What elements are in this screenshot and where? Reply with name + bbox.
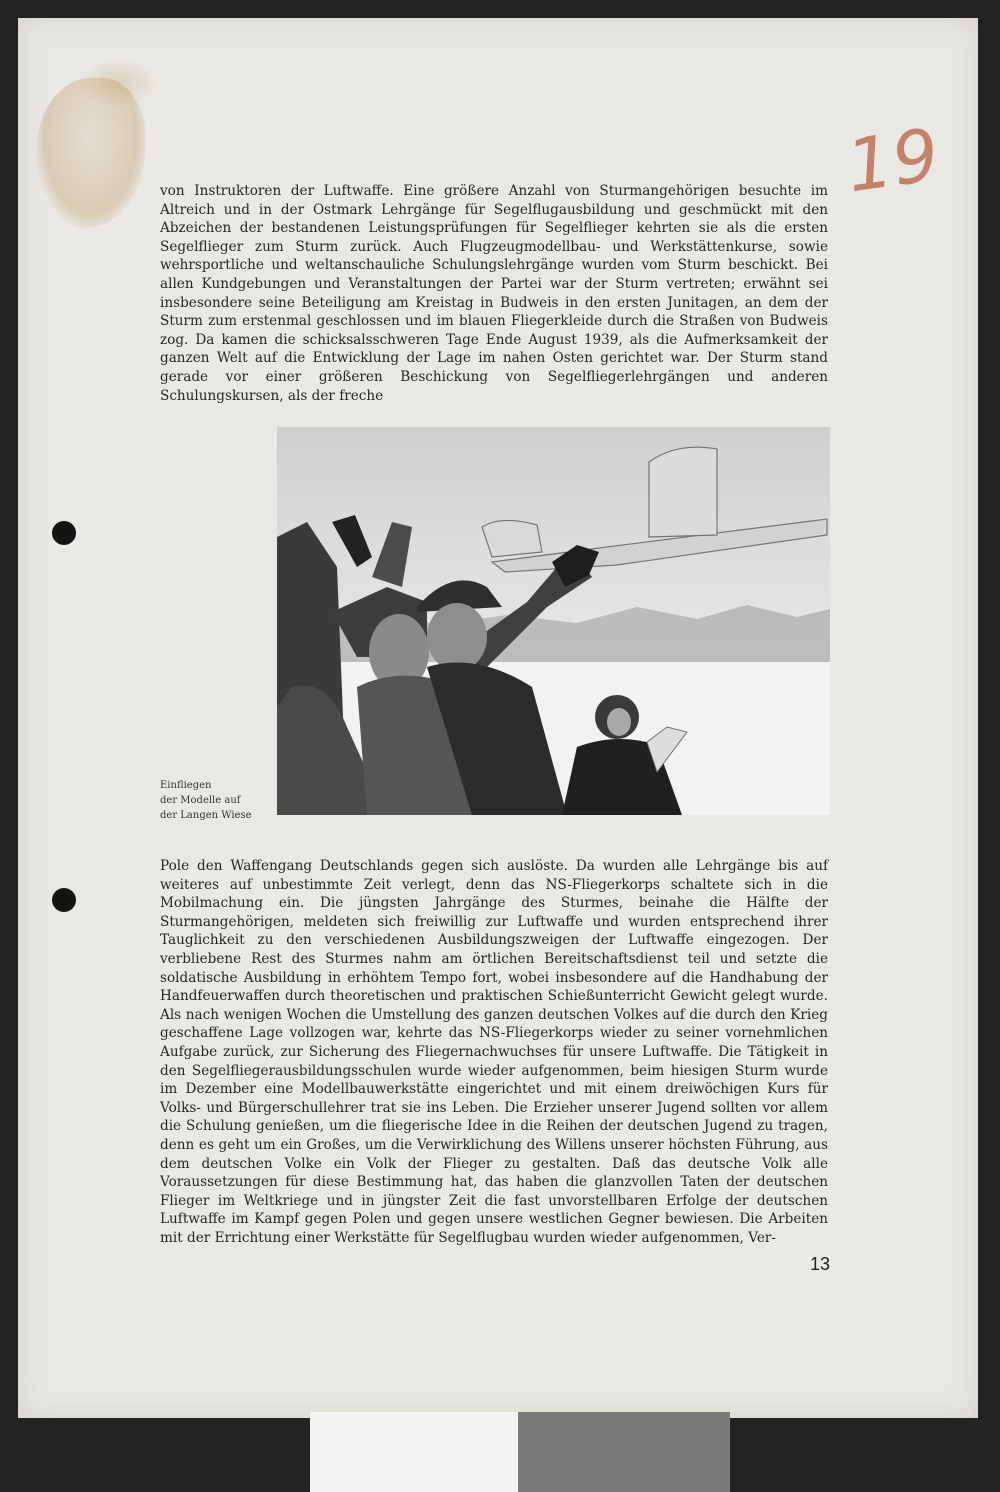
paragraph-bottom: Pole den Waffengang Deutschlands gegen sich auslöste. Da wurden alle Lehrgänge bis auf weiteres auf unbestimmte Zeit verlegt, denn das NS-Fliegerkorps schaltete sich in die Mobilmachung ein. Die jüngsten Jahrgänge des Sturmes, beinahe die Hälfte der Sturmangehörigen, meldeten sich freiwillig zur Luftwaffe und wurden entsprechend ihrer Tauglichkeit zu den verschiedenen Ausbildungszweigen der Luftwaffe eingezogen. Der verbliebene Rest des Sturmes nahm am örtlichen Bereitschaftsdienst teil und setzte die soldatische Ausbildung in erhöhtem Tempo fort, wobei insbesondere auf die Handhabung der Handfeuerwaffen durch theoretischen und praktischen Schießunterricht Gewicht gelegt wurde. Als nach wenigen Wochen die Umstellung des ganzen deutschen Volkes auf die durch den Krieg geschaffene Lage vollzogen war, kehrte das NS-Fliegerkorps wieder zu seiner vornehmlichen Aufgabe zurück, zur Sicherung des Fliegernachwuchses für unsere Luftwaffe. Die Tätigkeit in den Segelfliegerausbildungsschulen wurde wieder aufgenommen, beim hiesigen Sturm wurde im Dezember eine Modellbauwerkstätte eingerichtet und mit einem dreiwöchigen Kurs für Volks- und Bürgerschullehrer trat sie ins Leben. Die Erzieher unserer Jugend sollten vor allem die Schulung genießen, um die fliegerische Idee in die Reihen der deutschen Jugend zu tragen, denn es geht um ein Großes, um die Verwirklichung des Willens unserer höchsten Führung, aus dem deutschen Volke ein Volk der Flieger zu gestalten. Daß das deutsche Volk alle Voraussetzungen für diese Bestimmung hat, das haben die glanzvollen Taten der deutschen Flieger im Weltkriege und in jüngster Zeit die fast unvorstellbaren Erfolge der deutschen Luftwaffe im Kampf gegen Polen und gegen unsere westlichen Gegner bewiesen. Die Arbeiten mit der Errichtung einer Werkstätte für Segelflugbau wurden wieder aufgenommen, Ver- — [160, 858, 828, 1246]
color-target-gray — [518, 1412, 730, 1492]
photo-model-gliders — [277, 427, 830, 815]
caption-line-2: der Modelle auf — [160, 795, 241, 806]
caption-line-3: der Langen Wiese — [160, 810, 252, 821]
punch-hole-lower — [52, 888, 76, 912]
color-target-white — [310, 1412, 518, 1492]
water-stain-upper — [78, 58, 158, 108]
paragraph-top: von Instruktoren der Luftwaffe. Eine größere Anzahl von Sturmangehörigen besuchte im Altreich und in der Ostmark Lehrgänge für Segelflugausbildung und geschmückt mit den Abzeichen der bestandenen Leistungsprüfungen für Segelflieger kehrten sie als die ersten Segelflieger zum Sturm zurück. Auch Flugzeugmodellbau- und Werkstättenkurse, sowie wehrsportliche und weltanschauliche Schulungslehrgänge wurden vom Sturm beschickt. Bei allen Kundgebungen und Veranstaltungen der Partei war der Sturm vertreten; erwähnt sei insbesondere seine Beteiligung am Kreistag in Budweis in den ersten Junitagen, an dem der Sturm zum erstenmal geschlossen und im blauen Fliegerkleide durch die Straßen von Budweis zog. Da kamen die schicksalsschweren Tage Ende August 1939, als die Aufmerksamkeit der ganzen Welt auf die Entwicklung der Lage im nahen Osten gerichtet war. Der Sturm stand gerade vor einer größeren Beschickung von Segelfliegerlehrgängen und anderen Schulungskursen, als der freche — [160, 183, 828, 404]
handwritten-folio-number: 19 — [841, 112, 944, 209]
punch-hole-upper — [52, 521, 76, 545]
page-number: 13 — [809, 1254, 830, 1274]
photo-caption — [160, 778, 270, 823]
caption-line-1: Einfliegen — [160, 780, 212, 791]
